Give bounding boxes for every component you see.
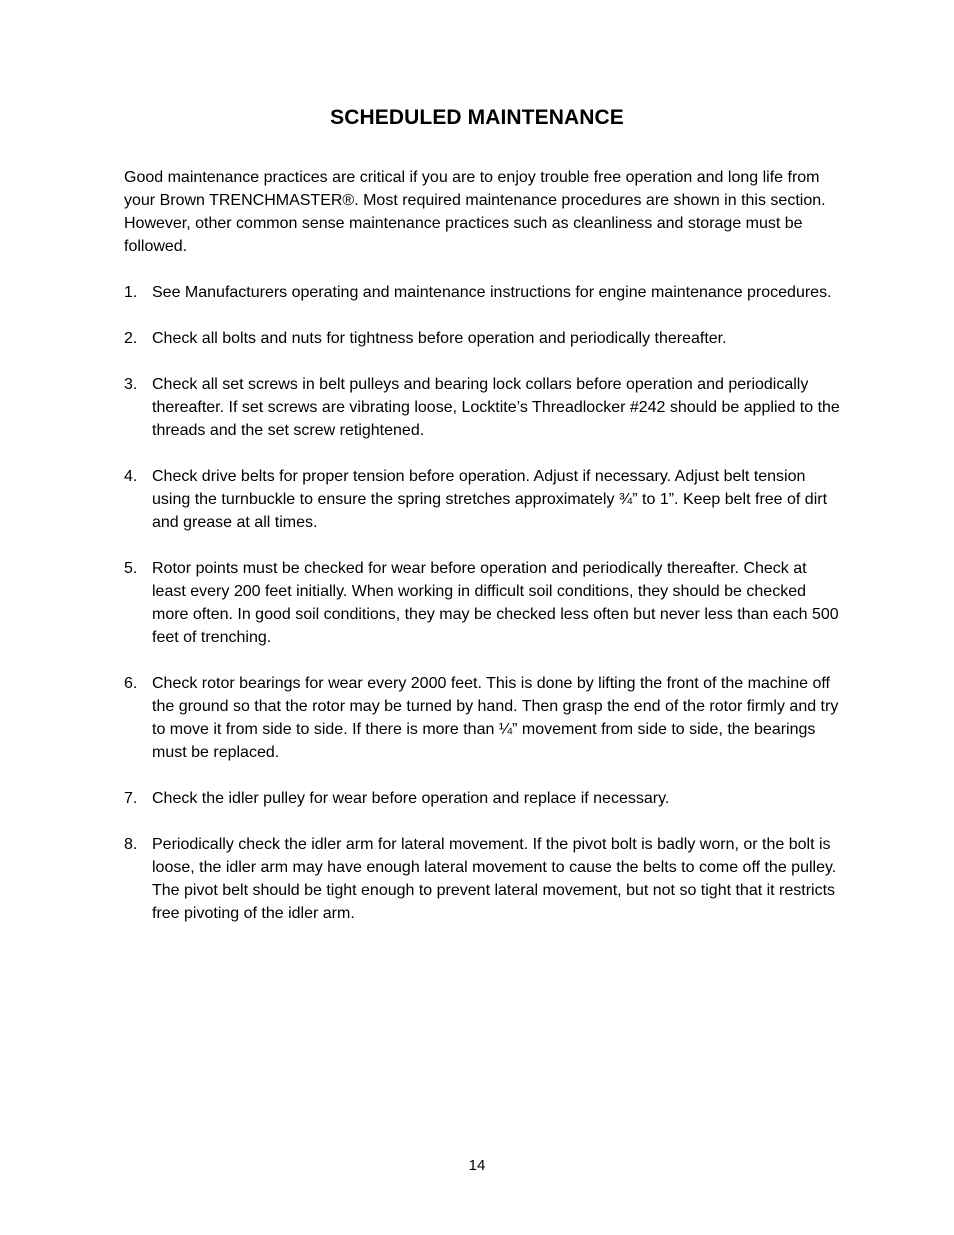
list-item-text: Periodically check the idler arm for lateral movement. If the pivot bolt is badly worn, or the bolt is loose, the idler arm may have enough lateral movement to cause the belts to come off the pulley. The pivot belt should be tight enough to prevent lateral movement, but not so tight that it restricts free pivoting of the idler arm. [152, 836, 837, 922]
list-item-text: Check drive belts for proper tension before operation. Adjust if necessary. Adjust belt tension using the turnbuckle to ensure the spring stretches approximately ¾” to 1”. Keep belt free of dirt and grease at all times. [152, 468, 828, 531]
list-item-text: Check the idler pulley for wear before operation and replace if necessary. [152, 790, 670, 807]
list-item-number: 2. [124, 330, 138, 347]
list-item [124, 672, 844, 764]
list-item [124, 557, 844, 649]
list-item-number: 8. [124, 836, 138, 853]
intro-paragraph: Good maintenance practices are critical if you are to enjoy trouble free operation and long life from your Brown TRENCHMASTER®. Most required maintenance procedures are shown in this section. However, other common sense maintenance practices such as cleanliness and storage must be followed. [124, 169, 826, 255]
list-item-number: 5. [124, 560, 138, 577]
list-item [124, 787, 844, 810]
list-item [124, 465, 844, 534]
list-item-text: See Manufacturers operating and maintenance instructions for engine maintenance procedures. [152, 284, 832, 301]
maintenance-list [124, 281, 844, 948]
list-item [124, 281, 844, 304]
list-item-number: 7. [124, 790, 138, 807]
list-item [124, 327, 844, 350]
list-item [124, 373, 844, 442]
list-item-text: Rotor points must be checked for wear before operation and periodically thereafter. Check at least every 200 feet initially. When working in difficult soil conditions, they should be checked more often. In good soil conditions, they may be checked less often but never less than each 500 feet of trenching. [152, 560, 839, 646]
page-title: SCHEDULED MAINTENANCE [330, 106, 624, 129]
list-item [124, 833, 844, 925]
list-item-number: 6. [124, 675, 138, 692]
page-number: 14 [468, 1157, 486, 1174]
list-item-number: 1. [124, 284, 138, 301]
list-item-number: 3. [124, 376, 138, 393]
list-item-number: 4. [124, 468, 138, 485]
list-item-text: Check all set screws in belt pulleys and bearing lock collars before operation and periodically thereafter. If set screws are vibrating loose, Locktite’s Threadlocker #242 should be applied to the threads and the set screw retightened. [152, 376, 840, 439]
list-item-text: Check all bolts and nuts for tightness before operation and periodically thereafter. [152, 330, 727, 347]
list-item-text: Check rotor bearings for wear every 2000 feet. This is done by lifting the front of the machine off the ground so that the rotor may be turned by hand. Then grasp the end of the rotor firmly and try to move it from side to side. If there is more than ¼” movement from side to side, the bearings must be replaced. [152, 675, 839, 761]
